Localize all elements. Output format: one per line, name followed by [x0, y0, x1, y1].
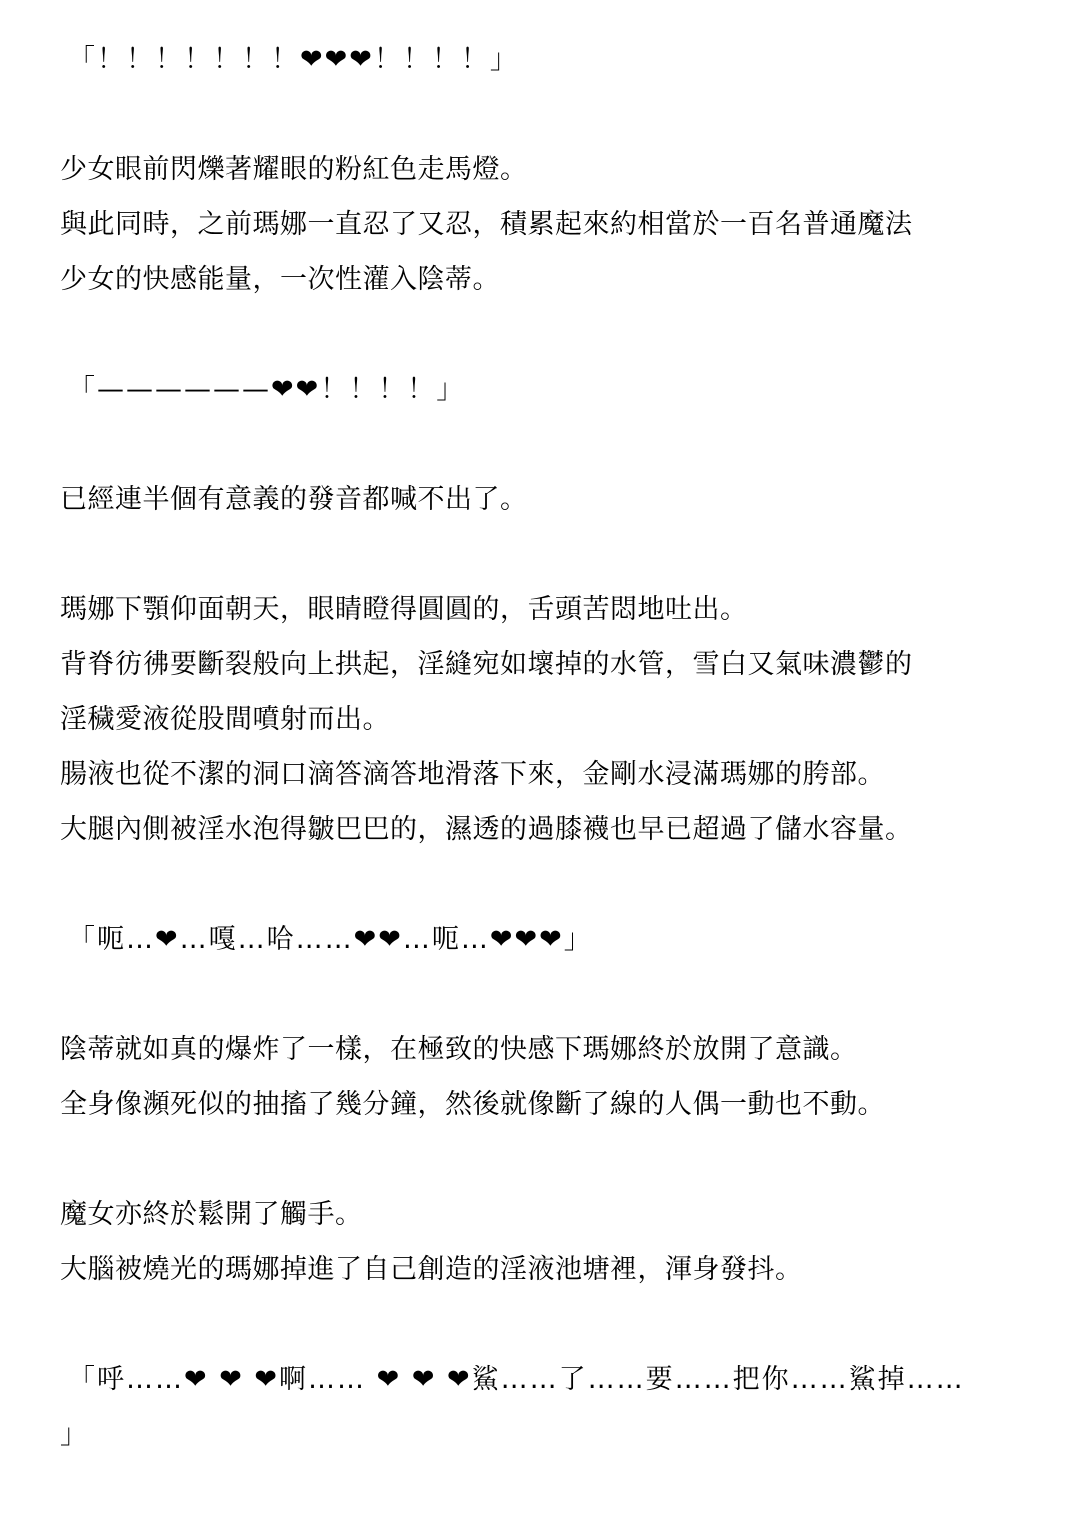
paragraph-line: 陰蒂就如真的爆炸了一樣，在極致的快感下瑪娜終於放開了意識。 [60, 1034, 858, 1065]
paragraph-line: 背脊彷彿要斷裂般向上拱起，淫縫宛如壞掉的水管，雪白又氣味濃鬱的 [60, 649, 913, 680]
paragraph-line: 大腦被燒光的瑪娜掉進了自己創造的淫液池塘裡，渾身發抖。 [60, 1254, 803, 1285]
paragraph-line: 淫穢愛液從股間噴射而出。 [60, 704, 390, 735]
paragraph-line: 魔女亦終於鬆開了觸手。 [60, 1199, 363, 1230]
dialog-line: 「！！！！！！！❤❤❤！！！！」 [68, 44, 519, 75]
dialog-line: 「呼……❤ ❤ ❤啊…… ❤ ❤ ❤鯊……了……要……把你……鯊掉…… [68, 1364, 965, 1395]
dialog-closing-bracket: 」 [60, 1419, 88, 1450]
paragraph-line: 已經連半個有意義的發音都喊不出了。 [60, 484, 528, 515]
paragraph-line: 少女眼前閃爍著耀眼的粉紅色走馬燈。 [60, 154, 528, 185]
paragraph-line: 腸液也從不潔的洞口滴答滴答地滑落下來，金剛水浸滿瑪娜的胯部。 [60, 759, 885, 790]
dialog-line: 「呃…❤…嘎…哈……❤❤…呃…❤❤❤」 [68, 924, 593, 955]
dialog-line: 「——————❤❤！！！！」 [68, 374, 466, 405]
paragraph-line: 少女的快感能量，一次性灌入陰蒂。 [60, 264, 500, 295]
paragraph-line: 瑪娜下顎仰面朝天，眼睛瞪得圓圓的，舌頭苦悶地吐出。 [60, 594, 748, 625]
paragraph-line: 與此同時，之前瑪娜一直忍了又忍，積累起來約相當於一百名普通魔法 [60, 209, 913, 240]
paragraph-line: 全身像瀕死似的抽搐了幾分鐘，然後就像斷了線的人偶一動也不動。 [60, 1089, 885, 1120]
paragraph-line: 大腿內側被淫水泡得皺巴巴的，濕透的過膝襪也早已超過了儲水容量。 [60, 814, 913, 845]
